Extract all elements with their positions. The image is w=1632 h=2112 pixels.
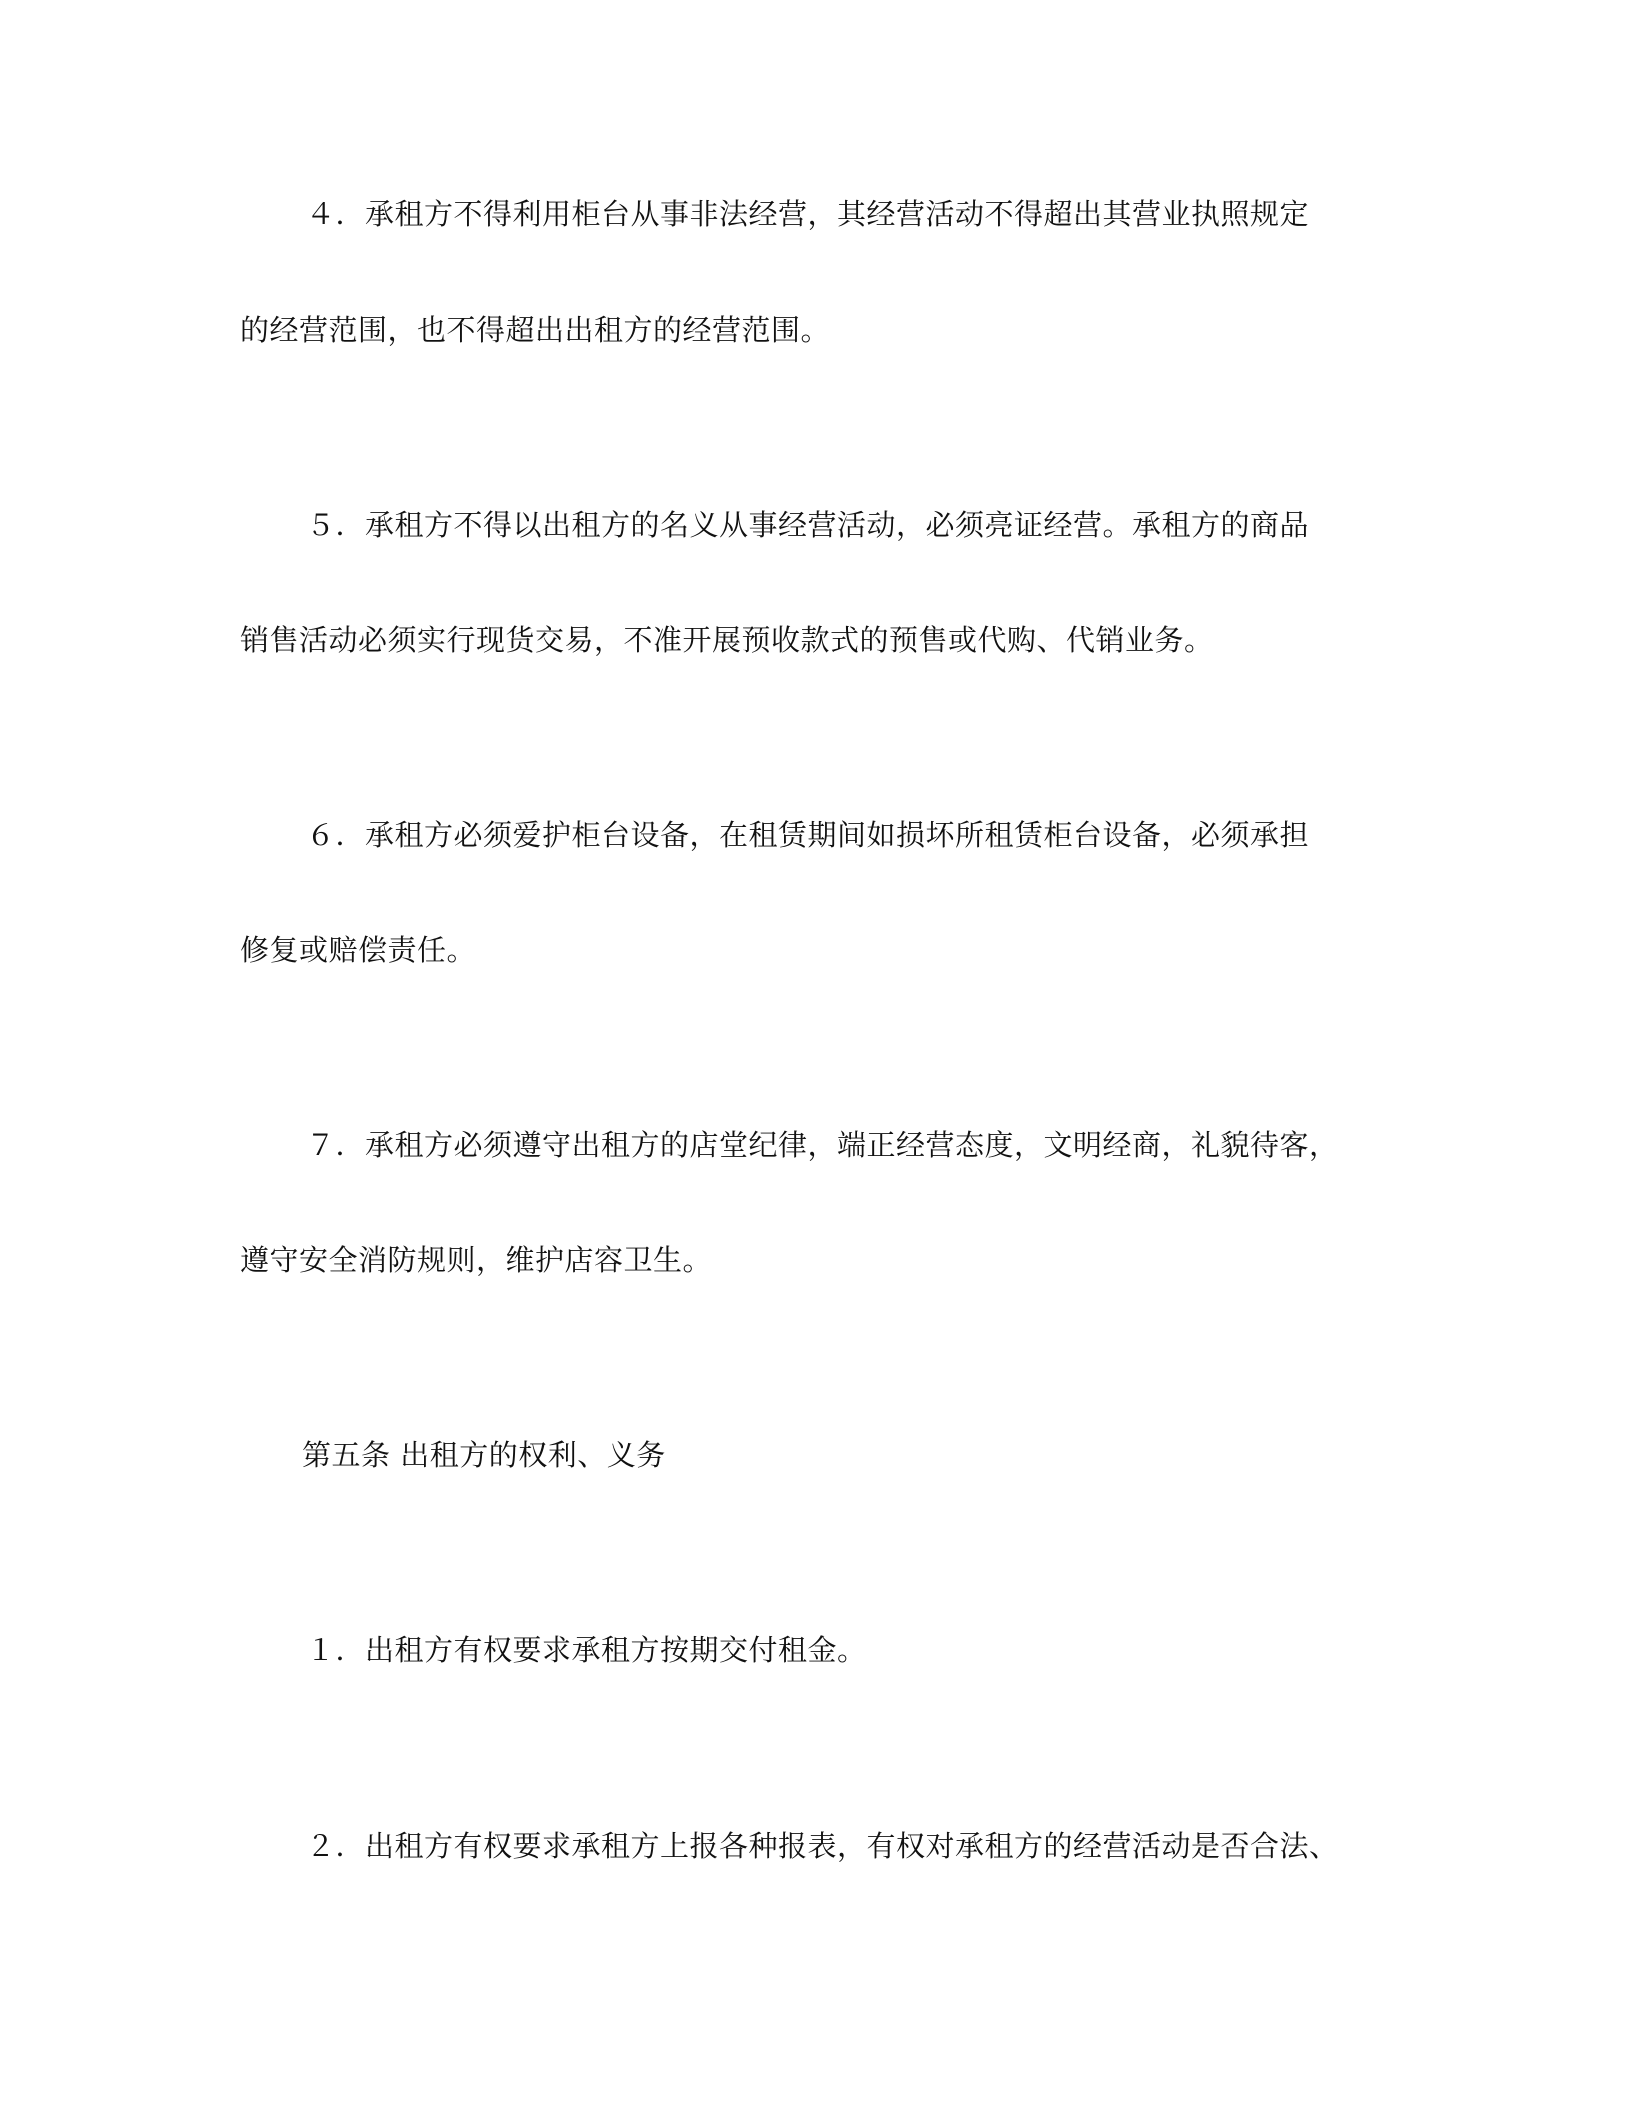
paragraph-5-line-2: 销售活动必须实行现货交易，不准开展预收款式的预售或代购、代销业务。 xyxy=(240,623,1214,657)
paragraph-5-line-1: ５．承租方不得以出租方的名义从事经营活动，必须亮证经营。承租方的商品 xyxy=(306,508,1310,542)
paragraph-7-line-1: ７．承租方必须遵守出租方的店堂纪律，端正经营态度，文明经商，礼貌待客， xyxy=(306,1128,1339,1162)
paragraph-6-line-2: 修复或赔偿责任。 xyxy=(240,933,477,967)
article-5-heading: 第五条 出租方的权利、义务 xyxy=(302,1438,666,1472)
article-5-item-1: １．出租方有权要求承租方按期交付租金。 xyxy=(306,1633,867,1667)
article-5-item-2-line-1: ２．出租方有权要求承租方上报各种报表，有权对承租方的经营活动是否合法、 xyxy=(306,1829,1339,1863)
paragraph-4-line-1: ４．承租方不得利用柜台从事非法经营，其经营活动不得超出其营业执照规定 xyxy=(306,197,1310,231)
paragraph-6-line-1: ６．承租方必须爱护柜台设备，在租赁期间如损坏所租赁柜台设备，必须承担 xyxy=(306,818,1310,852)
paragraph-7-line-2: 遵守安全消防规则，维护店容卫生。 xyxy=(240,1243,713,1277)
paragraph-4-line-2: 的经营范围，也不得超出出租方的经营范围。 xyxy=(240,313,831,347)
